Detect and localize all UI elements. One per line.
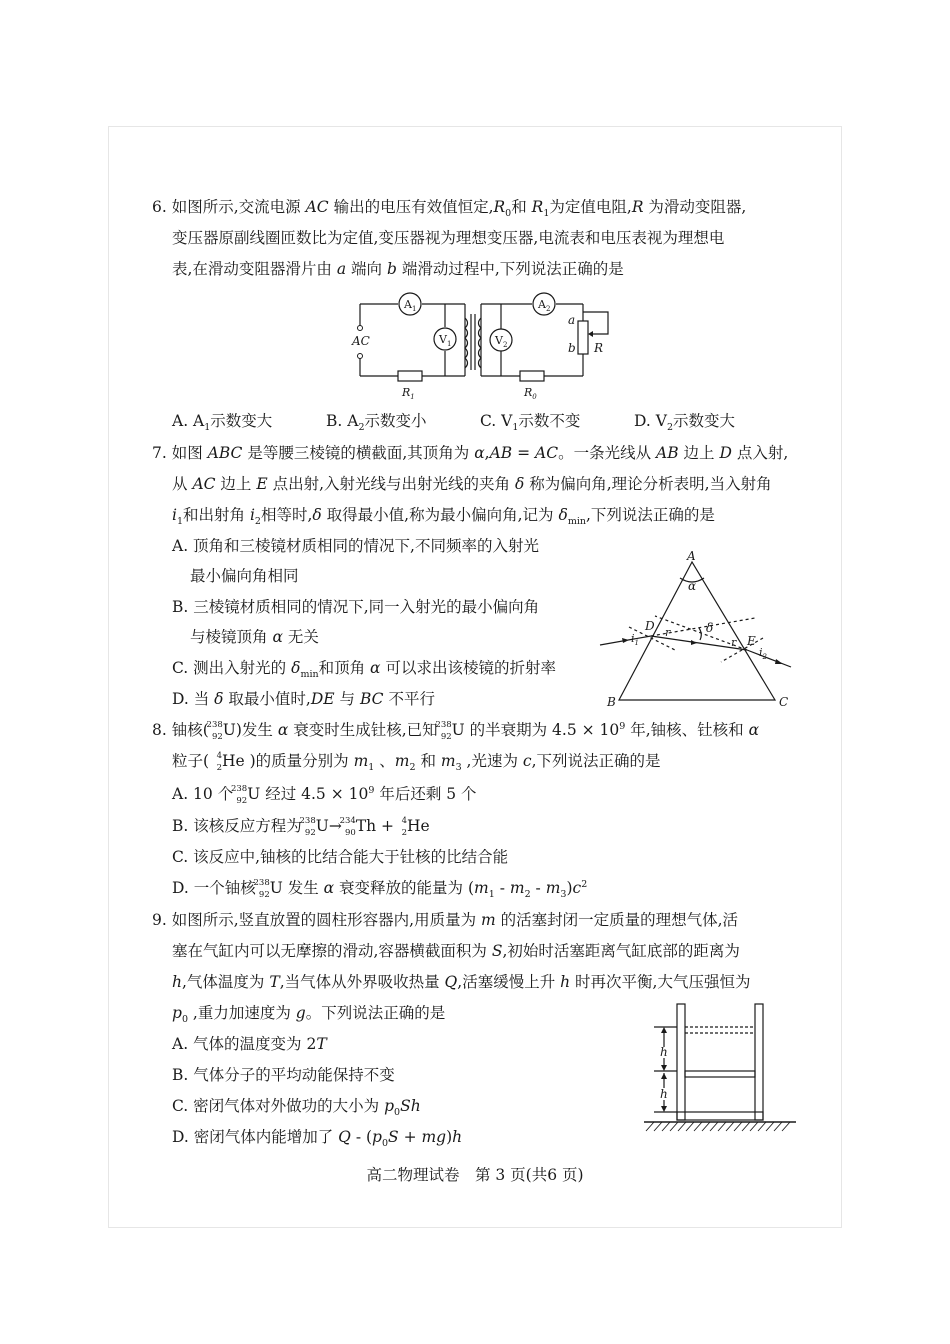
cylinder-bottom: [677, 1112, 763, 1120]
label-v2: $V_2$: [495, 334, 508, 349]
label-r: R: [594, 341, 604, 355]
label-point-e: E: [747, 634, 756, 648]
q6-option-a: A. $A_1$示数变大: [172, 412, 273, 434]
q9-option-a: A. 气体的温度变为 2T: [172, 1035, 327, 1053]
q6-line1: 6. 如图所示,交流电源 AC 输出的电压有效值恒定$,R_0$和 $R_1$为定值电阻,R 为滑动变阻器,: [152, 198, 747, 220]
q6-option-d: D. $V_2$示数变大: [634, 412, 735, 434]
label-alpha: α: [688, 579, 697, 593]
label-a1: $A_1$: [404, 298, 417, 313]
ac-terminal-top: [358, 326, 363, 331]
q9-cylinder-figure: [640, 1000, 800, 1138]
prism-abc: [619, 562, 775, 700]
q9-line2: 塞在气缸内可以无摩擦的滑动,容器横截面积为 S,初始时活塞距离气缸底部的距离为: [172, 942, 740, 960]
label-ac: AC: [352, 334, 370, 348]
q7-option-a-line1: A. 顶角和三棱镜材质相同的情况下,不同频率的入射光: [172, 537, 539, 555]
label-h-top: h: [660, 1045, 668, 1059]
label-vertex-c: C: [779, 695, 789, 709]
q9-line3: h,气体温度为 T,当气体从外界吸收热量 Q,活塞缓慢上升 h 时再次平衡,大气压强恒为: [172, 973, 751, 991]
q7-option-b-line2: 与棱镜顶角 α 无关: [190, 628, 319, 646]
q6-line3: 表,在滑动变阻器滑片由 a 端向 b 端滑动过程中,下列说法正确的是: [172, 260, 624, 278]
cylinder-right-wall: [755, 1004, 763, 1120]
label-vertex-a: A: [687, 550, 696, 563]
page-footer: 高二物理试卷 第 3 页(共6 页): [366, 1166, 584, 1184]
q8-line1: 8. 铀核( 238 92 U)发生 α 衰变时生成钍核,已知 238 92 U 的半衰期为 $4.5 \times 10^9$ 年,铀核、钍核和 α: [152, 720, 760, 742]
label-a: a: [568, 313, 576, 327]
label-i1: $i_1$: [631, 632, 639, 647]
piston: [685, 1071, 755, 1077]
label-point-d: D: [645, 619, 655, 633]
label-a2: $A_2$: [538, 298, 551, 313]
q7-line1: 7. 如图 ABC 是等腰三棱镜的横截面,其顶角为 α,AB = AC。一条光线从 AB 边上 D 点入射,: [152, 444, 789, 462]
q7-line2: 从 AC 边上 E 点出射,入射光线与出射光线的夹角 δ 称为偏向角,理论分析表明,当入射角: [172, 475, 772, 493]
resistor-r1: [398, 371, 422, 381]
q8-option-a: A. 10 个 238 92 U 经过 $4.5 \times 10^9$ 年后还剩 5 个: [172, 784, 477, 806]
label-r-right: r: [731, 636, 737, 649]
resistor-r0: [520, 371, 544, 381]
label-vertex-b: B: [607, 695, 616, 709]
cylinder-left-wall: [677, 1004, 685, 1120]
q8-option-d: D. 一个铀核 238 92 U 发生 α 衰变释放的能量为 $(m_1 - m_2 - m_3)c^2$: [172, 878, 588, 901]
q6-circuit-figure: [350, 288, 620, 402]
label-h-bottom: h: [660, 1087, 668, 1101]
q6-option-c: C. $V_1$示数不变: [480, 412, 581, 434]
label-b: b: [568, 341, 576, 355]
q6-line2: 变压器原副线圈匝数比为定值,变压器视为理想变压器,电流表和电压表视为理想电: [172, 229, 725, 247]
q9-option-c: C. 密闭气体对外做功的大小为 $p_0Sh$: [172, 1097, 421, 1119]
q7-option-b-line1: B. 三棱镜材质相同的情况下,同一入射光的最小偏向角: [172, 598, 540, 616]
q6-option-b: B. $A_2$示数变小: [326, 412, 427, 434]
q7-line3: $i_1$和出射角 $i_2$相等时,δ 取得最小值,称为最小偏向角,记为 $\delta_{min}$,下列说法正确的是: [172, 506, 715, 528]
q7-option-a-line2: 最小偏向角相同: [190, 567, 299, 585]
label-r1: $R_1$: [402, 386, 415, 401]
q9-line4: $p_0$ ,重力加速度为 g。下列说法正确的是: [172, 1004, 446, 1026]
q7-option-d: D. 当 δ 取最小值时,DE 与 BC 不平行: [172, 690, 435, 708]
label-i2: $i_2$: [759, 646, 767, 661]
q8-option-b: B. 该核反应方程为 238 92 U→ 234 90 Th + 4 2 He: [172, 816, 430, 838]
q8-option-c: C. 该反应中,铀核的比结合能大于钍核的比结合能: [172, 848, 509, 866]
label-delta: δ: [706, 621, 714, 635]
q9-option-b: B. 气体分子的平均动能保持不变: [172, 1066, 395, 1084]
q9-option-d: D. 密闭气体内能增加了 $Q - (p_0S + mg)h$: [172, 1128, 463, 1150]
label-r0: $R_0$: [524, 386, 537, 401]
q7-option-c: C. 测出入射光的 $\delta_{min}$和顶角 α 可以求出该棱镜的折射率: [172, 659, 556, 681]
rheostat-r: [578, 321, 588, 354]
q9-line1: 9. 如图所示,竖直放置的圆柱形容器内,用质量为 m 的活塞封闭一定质量的理想气体,活: [152, 911, 739, 929]
label-r-left: r: [665, 626, 671, 639]
label-v1: $V_1$: [439, 333, 452, 348]
q7-prism-figure: [595, 550, 805, 710]
q8-line2: 粒子( 4 2 He )的质量分别为 $m_1$ 、$m_2$ 和 $m_3$ ,光速为 c,下列说法正确的是: [172, 751, 661, 774]
ac-terminal-bottom: [358, 354, 363, 359]
